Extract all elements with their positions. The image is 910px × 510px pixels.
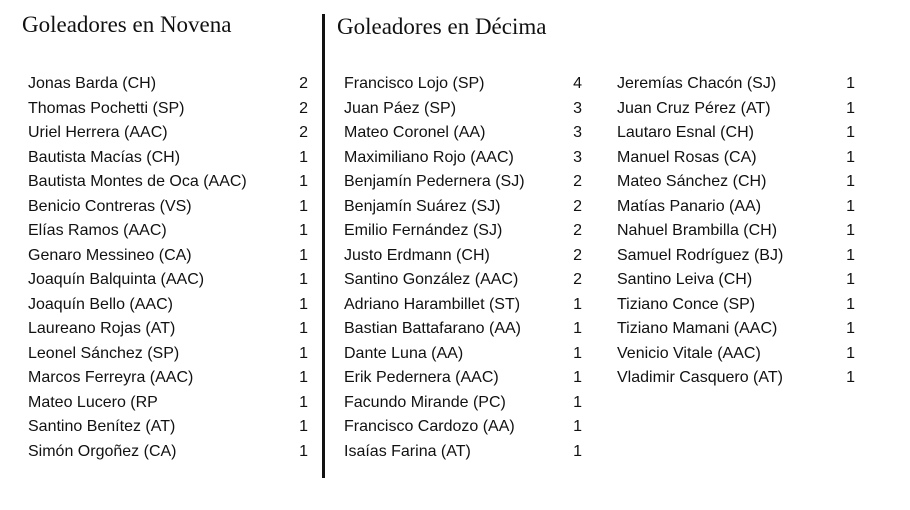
scorer-name: Santino Leiva (CH) <box>617 271 753 288</box>
scorer-goals: 1 <box>299 418 308 435</box>
scorer-name: Uriel Herrera (AAC) <box>28 124 168 141</box>
scorer-row <box>28 121 308 146</box>
scorer-name: Mateo Coronel (AA) <box>344 124 486 141</box>
scorer-goals: 1 <box>846 246 855 264</box>
scorer-name: Manuel Rosas (CA) <box>617 148 757 166</box>
scorer-name: Francisco Cardozo (AA) <box>344 418 515 435</box>
scorer-name: Simón Orgoñez (CA) <box>28 442 177 460</box>
scorer-name: Mateo Lucero (RP <box>28 393 158 411</box>
scorer-goals: 1 <box>299 246 308 264</box>
scorer-name: Joaquín Balquinta (AAC) <box>28 271 205 288</box>
scorer-name: Benjamín Suárez (SJ) <box>344 197 501 215</box>
scorer-name: Emilio Fernández (SJ) <box>344 222 503 239</box>
scorer-name: Juan Páez (SP) <box>344 99 457 117</box>
scorer-name: Santino González (AAC) <box>344 271 519 288</box>
scorer-row <box>28 72 308 97</box>
decima-title: Goleadores en Décima <box>337 14 547 39</box>
scorer-goals: 1 <box>846 369 855 386</box>
scorer-row <box>28 293 308 318</box>
scorer-row <box>617 219 855 244</box>
scorer-name: Marcos Ferreyra (AAC) <box>28 369 194 386</box>
scorer-name: Jonas Barda (CH) <box>28 75 157 92</box>
scorer-row <box>344 219 582 244</box>
scorer-goals: 3 <box>573 99 582 117</box>
scorer-name: Bautista Montes de Oca (AAC) <box>28 173 247 190</box>
scorer-goals: 2 <box>573 173 582 190</box>
scorer-row <box>28 366 308 391</box>
scorer-row <box>344 317 582 342</box>
scorer-name: Nahuel Brambilla (CH) <box>617 222 778 239</box>
novena-scorers-list <box>28 72 308 464</box>
scorer-row <box>28 97 308 122</box>
scorer-row <box>344 293 582 318</box>
scorer-name: Facundo Mirande (PC) <box>344 393 506 411</box>
scorer-row <box>617 293 855 318</box>
scorer-goals: 4 <box>573 75 582 92</box>
scorer-name: Thomas Pochetti (SP) <box>28 99 185 117</box>
scorer-name: Joaquín Bello (AAC) <box>28 295 173 313</box>
scorer-name: Erik Pedernera (AAC) <box>344 369 499 386</box>
scorer-row <box>28 342 308 367</box>
scorer-row <box>28 219 308 244</box>
scorer-name: Dante Luna (AA) <box>344 344 464 362</box>
scorer-row <box>344 366 582 391</box>
scorer-goals: 1 <box>299 442 308 460</box>
scorer-goals: 1 <box>846 124 855 141</box>
scorer-row <box>344 391 582 416</box>
scorer-goals: 1 <box>299 344 308 362</box>
scorer-goals: 1 <box>299 173 308 190</box>
scorer-row <box>28 317 308 342</box>
scorer-goals: 1 <box>299 393 308 411</box>
scorer-goals: 2 <box>299 99 308 117</box>
scorer-name: Venicio Vitale (AAC) <box>617 344 761 362</box>
scorer-row <box>344 415 582 440</box>
scorer-row <box>344 170 582 195</box>
scorer-row <box>28 195 308 220</box>
scorer-row <box>617 97 855 122</box>
scorer-goals: 1 <box>846 173 855 190</box>
scorer-goals: 2 <box>573 197 582 215</box>
scorer-row <box>28 415 308 440</box>
scorer-name: Juan Cruz Pérez (AT) <box>617 99 771 117</box>
scorer-row <box>28 170 308 195</box>
scorer-name: Francisco Lojo (SP) <box>344 75 485 92</box>
scorer-goals: 1 <box>573 393 582 411</box>
scorer-goals: 2 <box>573 246 582 264</box>
scorer-row <box>344 146 582 171</box>
scorer-row <box>617 268 855 293</box>
scorer-name: Isaías Farina (AT) <box>344 442 471 460</box>
novena-title: Goleadores en Novena <box>22 12 232 37</box>
scorer-row <box>344 342 582 367</box>
scorer-name: Justo Erdmann (CH) <box>344 246 490 264</box>
scorer-row <box>344 268 582 293</box>
scorer-goals: 1 <box>299 197 308 215</box>
scorer-goals: 1 <box>573 344 582 362</box>
scorer-name: Santino Benítez (AT) <box>28 418 176 435</box>
scorer-goals: 1 <box>846 271 855 288</box>
scorer-row <box>344 97 582 122</box>
decima-scorers-list-2 <box>617 72 855 391</box>
scorer-row <box>28 244 308 269</box>
scorer-row <box>28 268 308 293</box>
scorer-name: Maximiliano Rojo (AAC) <box>344 148 514 166</box>
scorer-row <box>344 244 582 269</box>
scorer-goals: 1 <box>573 442 582 460</box>
scorer-name: Lautaro Esnal (CH) <box>617 124 754 141</box>
scorer-name: Bastian Battafarano (AA) <box>344 320 521 337</box>
scorer-name: Bautista Macías (CH) <box>28 148 181 166</box>
scorer-row <box>617 195 855 220</box>
scorer-row <box>28 440 308 465</box>
scorer-goals: 1 <box>299 148 308 166</box>
scorer-name: Jeremías Chacón (SJ) <box>617 75 777 92</box>
scorer-row <box>344 440 582 465</box>
scorer-name: Mateo Sánchez (CH) <box>617 173 767 190</box>
scorer-name: Samuel Rodríguez (BJ) <box>617 246 784 264</box>
scorer-goals: 1 <box>299 320 308 337</box>
scorer-row <box>344 72 582 97</box>
scorer-row <box>617 366 855 391</box>
scorer-name: Adriano Harambillet (ST) <box>344 295 521 313</box>
scorer-goals: 1 <box>573 369 582 386</box>
scorer-row <box>344 121 582 146</box>
scorer-name: Tiziano Conce (SP) <box>617 295 756 313</box>
scorer-goals: 1 <box>846 148 855 166</box>
scorer-goals: 1 <box>846 295 855 313</box>
scorer-goals: 1 <box>299 295 308 313</box>
scorer-name: Tiziano Mamani (AAC) <box>617 320 778 337</box>
scorer-name: Benjamín Pedernera (SJ) <box>344 173 525 190</box>
scorer-name: Benicio Contreras (VS) <box>28 197 192 215</box>
column-divider <box>322 14 325 478</box>
scorer-row <box>617 170 855 195</box>
scorer-goals: 1 <box>846 222 855 239</box>
scorer-row <box>617 342 855 367</box>
scorer-row <box>617 244 855 269</box>
scorer-name: Laureano Rojas (AT) <box>28 320 176 337</box>
scorer-goals: 1 <box>846 344 855 362</box>
scorer-name: Elías Ramos (AAC) <box>28 222 167 239</box>
scorer-name: Leonel Sánchez (SP) <box>28 344 180 362</box>
scorer-row <box>617 72 855 97</box>
scorer-name: Vladimir Casquero (AT) <box>617 369 783 386</box>
scorer-goals: 3 <box>573 124 582 141</box>
scorer-goals: 1 <box>846 99 855 117</box>
scorer-row <box>617 317 855 342</box>
scorer-name: Matías Panario (AA) <box>617 197 762 215</box>
scorer-goals: 1 <box>573 418 582 435</box>
scorer-goals: 1 <box>299 222 308 239</box>
scorer-goals: 2 <box>299 124 308 141</box>
scorer-goals: 1 <box>299 271 308 288</box>
scorer-goals: 1 <box>846 75 855 92</box>
scorer-goals: 2 <box>299 75 308 92</box>
scorer-goals: 3 <box>573 148 582 166</box>
scorer-goals: 2 <box>573 222 582 239</box>
scorer-goals: 1 <box>573 295 582 313</box>
scorer-goals: 1 <box>573 320 582 337</box>
scorer-goals: 1 <box>846 320 855 337</box>
scorer-name: Genaro Messineo (CA) <box>28 246 192 264</box>
scorer-row <box>617 146 855 171</box>
scorer-row <box>617 121 855 146</box>
scorer-row <box>344 195 582 220</box>
decima-scorers-list-1 <box>344 72 582 464</box>
scorer-goals: 2 <box>573 271 582 288</box>
scorer-goals: 1 <box>846 197 855 215</box>
scorer-goals: 1 <box>299 369 308 386</box>
scorer-row <box>28 391 308 416</box>
scorer-row <box>28 146 308 171</box>
